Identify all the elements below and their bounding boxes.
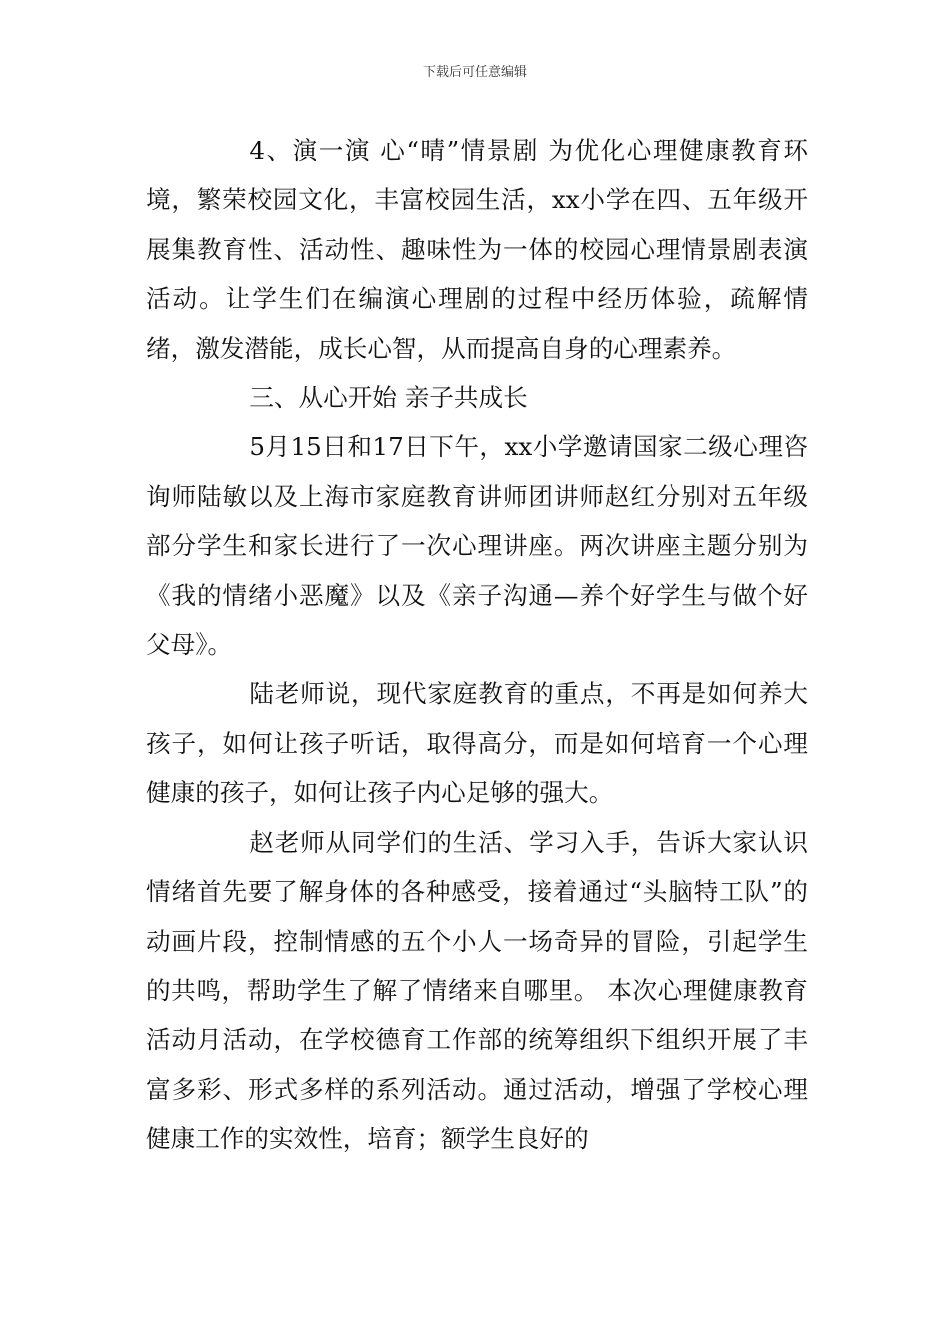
document-body [146, 126, 808, 1164]
paragraph-situational-drama: 4、演一演 心“晴”情景剧 为优化心理健康教育环境，繁荣校园文化，丰富校园生活，xx小学在四、五年级开展集教育性、活动性、趣味性为一体的校园心理情景剧表演活动。让学生们在编演心理剧的过程中经历体验，疏解情绪，激发潜能，成长心智，从而提高自身的心理素养。 [146, 136, 808, 363]
paragraph-teacher-zhao: 赵老师从同学们的生活、学习入手，告诉大家认识情绪首先要了解身体的各种感受，接着通过“头脑特工队”的动画片段，控制情感的五个小人一场奇异的冒险，引起学生的共鸣，帮助学生了解了情绪来自哪里。 本次心理健康教育活动月活动，在学校德育工作部的统筹组织下组织开展了丰富多彩、形式多样的系列活动。通过活动，增强了学校心理健康工作的实效性，培育；额学生良好的 [146, 827, 808, 1154]
paragraph-lectures: 5月15日和17日下午，xx小学邀请国家二级心理咨询师陆敏以及上海市家庭教育讲师团讲师赵红分别对五年级部分学生和家长进行了一次心理讲座。两次讲座主题分别为《我的情绪小恶魔》以及《亲子沟通—养个好学生与做个好父母》。 [146, 432, 808, 660]
section-heading-parent-child: 三、从心开始 亲子共成长 [249, 383, 528, 413]
page-header: 下载后可任意编辑 [422, 65, 527, 80]
paragraph-teacher-lu: 陆老师说，现代家庭教育的重点，不再是如何养大孩子，如何让孩子听话，取得高分，而是如何培育一个心理健康的孩子，如何让孩子内心足够的强大。 [146, 679, 808, 808]
